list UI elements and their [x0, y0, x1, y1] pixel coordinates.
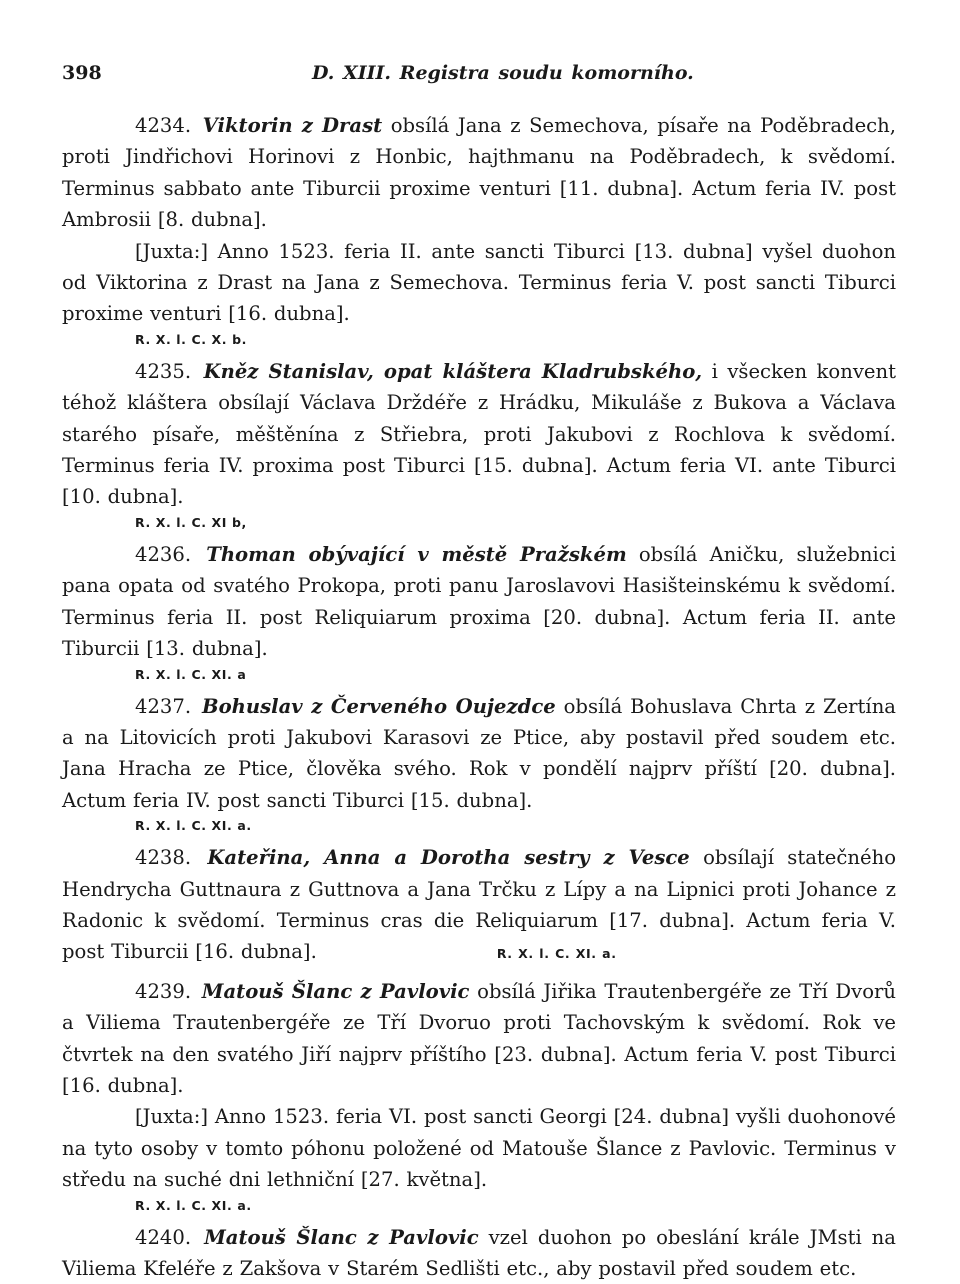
entry-4238: [62, 842, 896, 970]
entry-text: obsílá Jana z Semechova, písaře na Poděbradech, proti Jindřichovi Horinovi z Honbic, hajthmanu na Poděbradech, k svědomí. Terminus sabbato ante Tiburcii proxime venturi [11. dubna]. Actum feria IV. post Ambrosii [8. dubna].: [62, 114, 896, 232]
entry-number: 4237.: [135, 694, 192, 718]
archive-signature: R. X. l. C. XI b,: [135, 514, 247, 530]
entry-number: 4238.: [135, 846, 192, 870]
entry-party: Bohuslav z Červeného Oujezdce: [202, 694, 556, 718]
entry-text: obsílají statečného Hendrycha Guttnaura z Guttnova a Jana Trčku z Lípy a na Lipnici proti Johance z Radonic k svědomí. Terminus cras die Reliquiarum [17. dubna]. Actum feria V. post Tiburcii [16. dubna].: [62, 846, 896, 964]
entry-party: Matouš Šlanc z Pavlovic: [204, 1225, 479, 1249]
entry-number: 4234.: [135, 114, 192, 137]
entry-text: obsílá Jiřika Trautenbergéře ze Tří Dvorů a Viliema Trautenbergéře ze Tří Dvoruo proti Tachovským k svědomí. Rok ve čtvrtek na den svatého Jiří najprv příštího [23. dubna]. Actum feria V. post Tiburci [16. dubna].: [62, 979, 896, 1097]
entry-number: 4239.: [135, 979, 192, 1003]
entry-party: Viktorin z Drast: [202, 114, 383, 137]
running-head: [62, 62, 896, 92]
entry-note: [Juxta:] Anno 1523. feria II. ante sancti Tiburci [13. dubna] vyšel duohon od Viktorina z Drast na Jana z Semechova. Terminus feria V. post sancti Tiburci proxime venturi [16. dubna].: [62, 239, 896, 326]
running-title: D. XIII. Registra soudu komorního.: [312, 62, 694, 84]
entry-number: 4236.: [135, 542, 192, 566]
entry-party: Matouš Šlanc z Pavlovic: [201, 979, 470, 1003]
entry-note: [Juxta:] Anno 1523. feria VI. post sancti Georgi [24. dubna] vyšli duohonové na tyto osoby v tomto póhonu položené od Matouše Šlance z Pavlovic. Terminus v středu na suché dni lethniční [27. května].: [62, 1105, 896, 1192]
entry-4236: [62, 539, 896, 665]
entry-number: 4240.: [135, 1225, 192, 1249]
archive-signature: R. X. l. C. XI. a: [135, 666, 247, 682]
entry-party: Kněz Stanislav, opat kláštera Kladrubského,: [203, 359, 703, 383]
entry-4235: [62, 356, 896, 513]
entry-text: vzel duohon po obeslání krále JMsti na Viliema Kfeléře z Zakšova v Starém Sedlišti etc., aby postavil před soudem etc.: [62, 1225, 896, 1280]
page-number: 398: [62, 62, 102, 84]
entry-text: i všecken konvent téhož kláštera obsílají Václava Drždéře z Hrádku, Mikuláše z Bukova a Václava starého písaře, měštěnína z Střiebra, proti Jakubovi z Rochlova k svědomí. Terminus feria IV. proxima post Tiburci [15. dubna]. Actum feria VI. ante Tiburci [10. dubna].: [62, 359, 897, 509]
entry-4240: [62, 1222, 896, 1284]
archive-signature: R. X. l. C. XI. a.: [135, 1197, 252, 1213]
entry-party: Kateřina, Anna a Dorotha sestry z Vesce: [207, 846, 690, 870]
entry-4234: [62, 110, 896, 236]
archive-signature: R. X. l. C. X. b.: [135, 331, 247, 347]
archive-signature: R. X. l. C. XI. a.: [135, 818, 252, 834]
entry-number: 4235.: [135, 359, 192, 383]
document-page: [62, 62, 897, 1280]
entry-party: Thoman obývající v městě Pražském: [206, 542, 627, 566]
entry-text: obsílá Aničku, služebnici pana opata od svatého Prokopa, proti panu Jaroslavovi Hasišteinskému k svědomí. Terminus feria II. post Reliquiarum proxima [20. dubna]. Actum feria II. ante Tiburcii [13. dubna].: [62, 542, 896, 661]
entry-4239: [62, 976, 896, 1102]
entry-text: obsílá Bohuslava Chrta z Zertína a na Litovicích proti Jakubovi Karasovi ze Ptice, aby postavil před soudem etc. Jana Hracha ze Ptice, člověka svého. Rok v pondělí najprv příští [20. dubna]. Actum feria IV. post sancti Tiburci [15. dubna].: [62, 694, 896, 812]
archive-signature: R. X. l. C. XI. a.: [496, 946, 617, 962]
entry-4237: [62, 691, 896, 817]
